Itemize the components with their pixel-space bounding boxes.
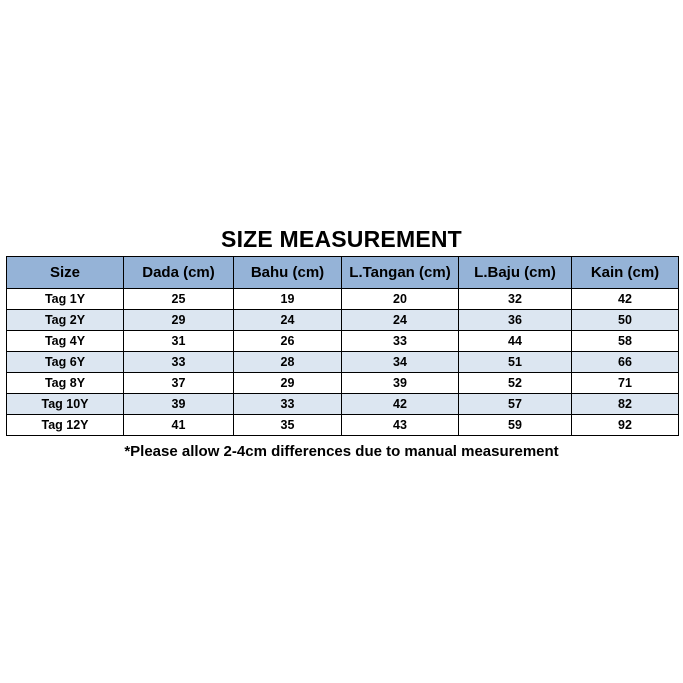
cell-dada: 37 (124, 373, 234, 394)
cell-bahu: 24 (234, 310, 342, 331)
cell-l-tangan: 33 (342, 331, 459, 352)
cell-size: Tag 8Y (7, 373, 124, 394)
measurement-note: *Please allow 2-4cm differences due to manual measurement (124, 443, 559, 460)
cell-size: Tag 2Y (7, 310, 124, 331)
cell-l-baju: 51 (459, 352, 572, 373)
cell-size: Tag 6Y (7, 352, 124, 373)
cell-kain: 50 (572, 310, 679, 331)
table-row (7, 394, 679, 415)
cell-l-tangan: 24 (342, 310, 459, 331)
header-bahu: Bahu (cm) (234, 257, 342, 289)
cell-kain: 42 (572, 289, 679, 310)
table-row (7, 352, 679, 373)
cell-dada: 31 (124, 331, 234, 352)
cell-size: Tag 12Y (7, 415, 124, 436)
cell-kain: 71 (572, 373, 679, 394)
cell-l-tangan: 42 (342, 394, 459, 415)
cell-bahu: 26 (234, 331, 342, 352)
cell-bahu: 33 (234, 394, 342, 415)
header-size: Size (7, 257, 124, 289)
page-title: SIZE MEASUREMENT (221, 226, 462, 252)
header-l-baju: L.Baju (cm) (459, 257, 572, 289)
table-row (7, 310, 679, 331)
cell-dada: 39 (124, 394, 234, 415)
cell-bahu: 35 (234, 415, 342, 436)
cell-kain: 92 (572, 415, 679, 436)
cell-size: Tag 1Y (7, 289, 124, 310)
table-row (7, 289, 679, 310)
cell-kain: 66 (572, 352, 679, 373)
cell-kain: 58 (572, 331, 679, 352)
cell-l-tangan: 34 (342, 352, 459, 373)
cell-dada: 33 (124, 352, 234, 373)
cell-bahu: 28 (234, 352, 342, 373)
cell-bahu: 29 (234, 373, 342, 394)
table-row (7, 415, 679, 436)
table-row (7, 331, 679, 352)
cell-l-baju: 44 (459, 331, 572, 352)
table-header-row (7, 257, 679, 289)
cell-l-tangan: 39 (342, 373, 459, 394)
header-dada: Dada (cm) (124, 257, 234, 289)
cell-l-tangan: 20 (342, 289, 459, 310)
header-l-tangan: L.Tangan (cm) (342, 257, 459, 289)
cell-dada: 29 (124, 310, 234, 331)
cell-bahu: 19 (234, 289, 342, 310)
cell-l-baju: 32 (459, 289, 572, 310)
cell-l-baju: 52 (459, 373, 572, 394)
header-kain: Kain (cm) (572, 257, 679, 289)
cell-size: Tag 4Y (7, 331, 124, 352)
cell-dada: 41 (124, 415, 234, 436)
size-measurement-table (6, 256, 679, 436)
cell-l-baju: 36 (459, 310, 572, 331)
cell-l-baju: 57 (459, 394, 572, 415)
table-row (7, 373, 679, 394)
cell-dada: 25 (124, 289, 234, 310)
cell-l-baju: 59 (459, 415, 572, 436)
cell-l-tangan: 43 (342, 415, 459, 436)
cell-size: Tag 10Y (7, 394, 124, 415)
cell-kain: 82 (572, 394, 679, 415)
